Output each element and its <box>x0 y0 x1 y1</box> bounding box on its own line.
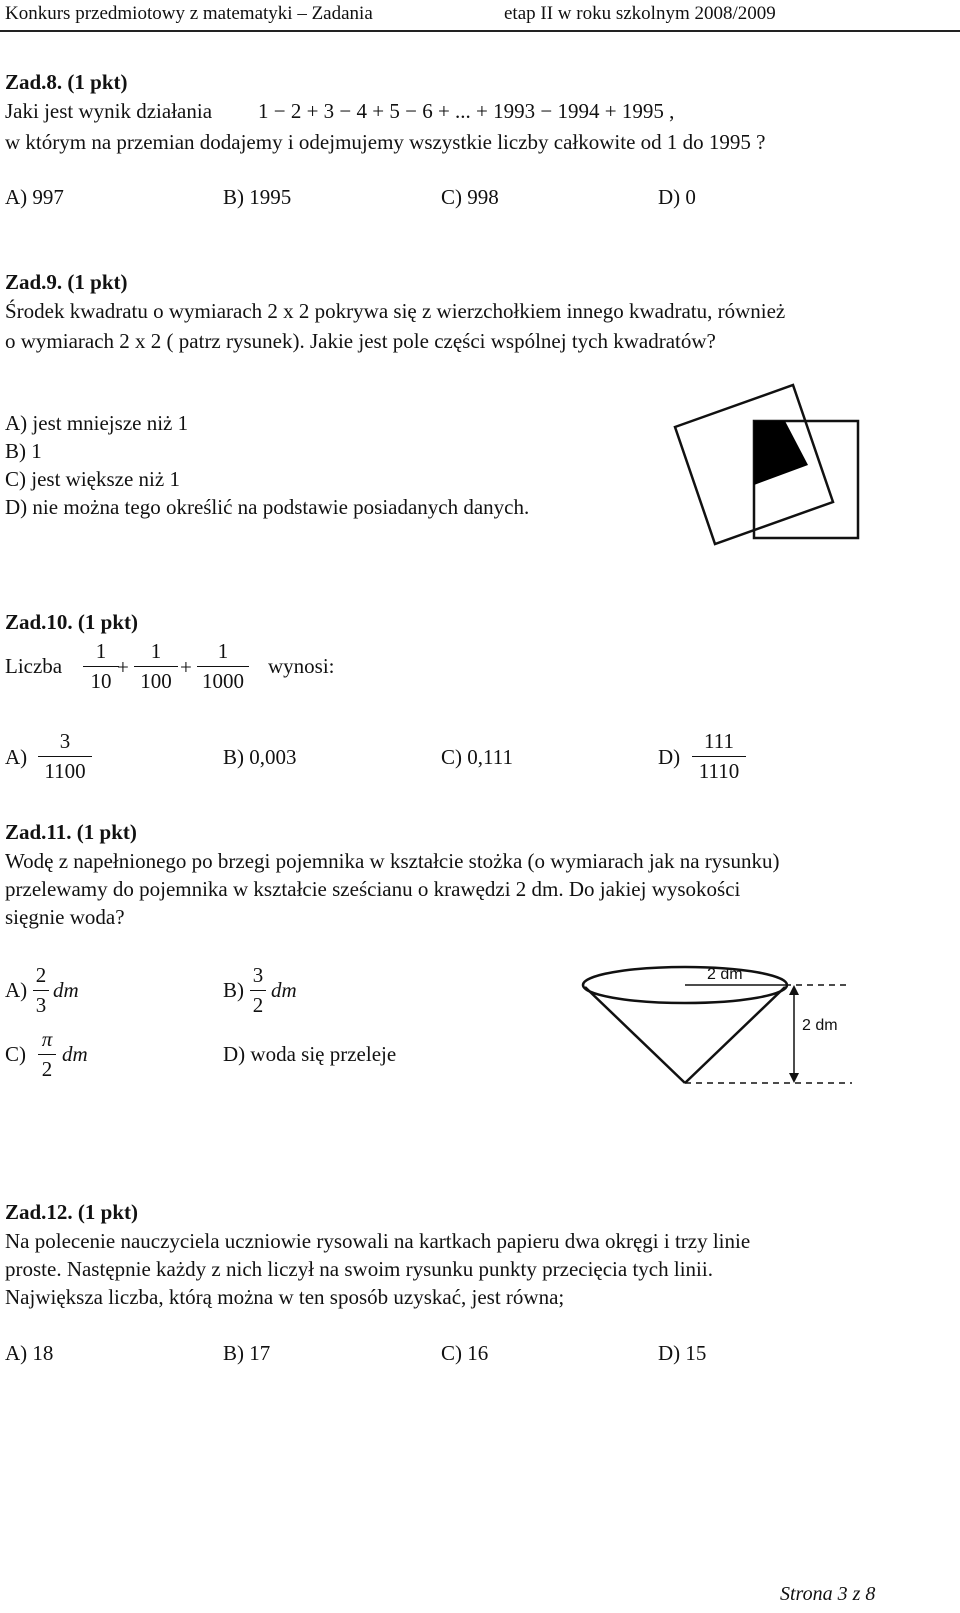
fraction-bar <box>134 666 178 667</box>
task-8-answer-b: B) 1995 <box>223 185 292 209</box>
task-8-answer-a: A) 997 <box>5 185 64 209</box>
arrow-head-down <box>789 1073 799 1083</box>
page-number: Strona 3 z 8 <box>780 1583 876 1605</box>
task-8-answer-d: D) 0 <box>658 185 696 209</box>
task-10-answer-a-label: A) <box>5 745 28 769</box>
task-11-answer-c-unit: dm <box>62 1042 88 1066</box>
fraction-1-10 <box>83 641 119 692</box>
task-10-title: Zad.10. (1 pkt) <box>5 610 139 634</box>
task-11-line2: przelewamy do pojemnika w kształcie sześcianu o krawędzi 2 dm. Do jakiej wysokości <box>5 877 741 901</box>
fraction-denominator: 10 <box>90 669 112 693</box>
fraction-numerator: 1 <box>95 639 107 663</box>
task-9-answer-c: C) jest większe niż 1 <box>5 467 180 491</box>
task-10-answer-a-fraction <box>38 731 92 782</box>
task-10-liczba: Liczba <box>5 654 63 678</box>
task-11-answer-c-fraction <box>38 1029 56 1080</box>
task-12-answer-a: A) 18 <box>5 1341 54 1365</box>
fraction-denominator: 1100 <box>44 759 86 783</box>
fraction-denominator: 1110 <box>698 759 740 783</box>
task-10-answer-d-label: D) <box>658 745 681 769</box>
task-12-title: Zad.12. (1 pkt) <box>5 1200 139 1224</box>
fraction-1-1000 <box>197 641 249 692</box>
cone-side-label: 2 dm <box>802 1017 838 1034</box>
fraction-bar <box>33 990 49 991</box>
arrow-head-up <box>789 985 799 995</box>
task-12-answer-d: D) 15 <box>658 1341 707 1365</box>
task-8-line2: w którym na przemian dodajemy i odejmujemy wszystkie liczby całkowite od 1 do 1995 ? <box>5 130 766 154</box>
fraction-bar <box>250 990 266 991</box>
header-stage: etap II w roku szkolnym 2008/2009 <box>504 3 776 24</box>
task-11-answer-b-label: B) <box>223 978 244 1002</box>
task-9-line2: o wymiarach 2 x 2 ( patrz rysunek). Jakie jest pole części wspólnej tych kwadratów? <box>5 329 716 353</box>
fraction-numerator: 2 <box>35 963 47 987</box>
fraction-numerator: 111 <box>704 729 734 753</box>
plus-sign: + <box>180 655 192 679</box>
task-11-answer-c-label: C) <box>5 1042 26 1066</box>
task-9-answer-d: D) nie można tego określić na podstawie posiadanych danych. <box>5 495 530 519</box>
task-9-line1: Środek kwadratu o wymiarach 2 x 2 pokrywa się z wierzchołkiem innego kwadratu, również <box>5 299 786 323</box>
fraction-bar <box>692 756 746 757</box>
task-8-expression: 1 − 2 + 3 − 4 + 5 − 6 + ... + 1993 − 1994 + 1995 , <box>258 99 675 123</box>
fraction-numerator: 1 <box>150 639 162 663</box>
fraction-denominator: 3 <box>35 993 47 1017</box>
task-10-wynosi: wynosi: <box>268 654 335 678</box>
plus-sign: + <box>117 655 129 679</box>
task-12-line2: proste. Następnie każdy z nich liczył na swoim rysunku punkty przecięcia tych linii. <box>5 1257 713 1281</box>
task-8-title: Zad.8. (1 pkt) <box>5 70 128 94</box>
task-11-answer-d: D) woda się przeleje <box>223 1042 397 1066</box>
task-11-answer-a-label: A) <box>5 978 28 1002</box>
task-8-line1: Jaki jest wynik działania <box>5 99 213 123</box>
fraction-bar <box>83 666 119 667</box>
task-11-answer-b-unit: dm <box>271 978 297 1002</box>
task-10-answer-d-fraction <box>692 731 746 782</box>
task-11-answer-a-fraction <box>33 965 49 1016</box>
task-9-answer-a: A) jest mniejsze niż 1 <box>5 411 189 435</box>
fraction-numerator: 3 <box>252 963 264 987</box>
task-11-line1: Wodę z napełnionego po brzegi pojemnika w kształcie stożka (o wymiarach jak na rysunku) <box>5 849 780 873</box>
task-10-answer-c: C) 0,111 <box>441 745 513 769</box>
cone-top-label: 2 dm <box>707 966 743 983</box>
fraction-denominator: 100 <box>140 669 172 693</box>
fraction-bar <box>38 1054 56 1055</box>
task-12-answer-b: B) 17 <box>223 1341 271 1365</box>
header-title: Konkurs przedmiotowy z matematyki – Zadania <box>5 3 373 24</box>
fraction-numerator: 3 <box>59 729 71 753</box>
task-12-line1: Na polecenie nauczyciela uczniowie rysowali na kartkach papieru dwa okręgi i trzy linie <box>5 1229 751 1253</box>
overlap-region <box>754 421 808 485</box>
task-10-answer-b: B) 0,003 <box>223 745 297 769</box>
fraction-bar <box>197 666 249 667</box>
task-12-answer-c: C) 16 <box>441 1341 489 1365</box>
task-8-answer-c: C) 998 <box>441 185 499 209</box>
fraction-denominator: 2 <box>252 993 264 1017</box>
header-rule <box>0 30 960 32</box>
fraction-1-100 <box>134 641 178 692</box>
overlapping-squares-figure <box>670 380 860 560</box>
task-11-title: Zad.11. (1 pkt) <box>5 820 137 844</box>
fraction-bar <box>38 756 92 757</box>
fraction-denominator: 2 <box>41 1057 53 1081</box>
task-11-answer-a-unit: dm <box>53 978 79 1002</box>
fraction-denominator: 1000 <box>202 669 244 693</box>
task-9-answer-b: B) 1 <box>5 439 42 463</box>
fraction-numerator: π <box>41 1027 53 1051</box>
fraction-numerator: 1 <box>217 639 229 663</box>
task-11-answer-b-fraction <box>250 965 266 1016</box>
task-11-line3: sięgnie woda? <box>5 905 125 929</box>
task-12-line3: Największa liczba, którą można w ten sposób uzyskać, jest równa; <box>5 1285 565 1309</box>
task-9-title: Zad.9. (1 pkt) <box>5 270 128 294</box>
